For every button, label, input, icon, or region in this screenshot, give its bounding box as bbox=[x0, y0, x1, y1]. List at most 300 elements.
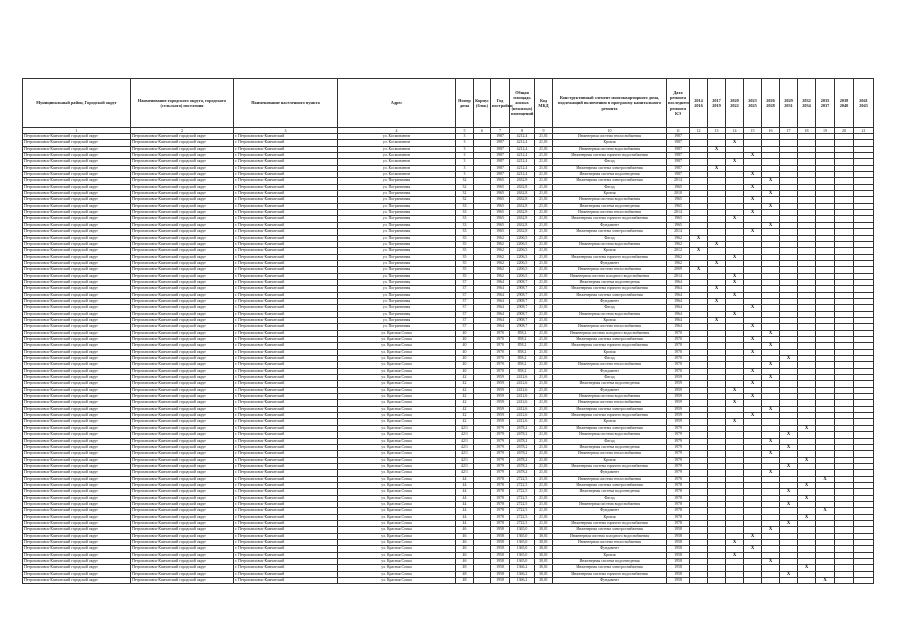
locality-cell: г. Петропавловск-Камчатский bbox=[234, 356, 338, 362]
address-cell: ул. Космонавтов bbox=[338, 172, 456, 178]
build-year-cell: 1965 bbox=[491, 191, 510, 197]
last-repair-cell: 1979 bbox=[667, 444, 690, 450]
house-number-cell: 37 bbox=[456, 317, 474, 323]
locality-cell: г. Петропавловск-Камчатский bbox=[234, 451, 338, 457]
locality-cell: г. Петропавловск-Камчатский bbox=[234, 134, 338, 140]
mkd-code-cell: 21,01 bbox=[535, 438, 553, 444]
last-repair-cell: 1965 bbox=[667, 216, 690, 222]
settlement-cell: Петропавловск-Камчатский городской округ bbox=[131, 451, 234, 457]
table-body bbox=[23, 134, 874, 584]
district-cell: Петропавловск-Камчатский городской округ bbox=[23, 197, 131, 203]
house-number-cell: 3 bbox=[456, 172, 474, 178]
period-cell: X bbox=[726, 400, 744, 406]
period-cell: X bbox=[780, 489, 798, 495]
build-year-cell: 1964 bbox=[491, 305, 510, 311]
address-cell: ул. Красная Сопка bbox=[338, 343, 456, 349]
house-number-cell: 46 bbox=[456, 559, 474, 565]
column-header: Год постройки bbox=[491, 79, 510, 128]
settlement-cell: Петропавловск-Камчатский городской округ bbox=[131, 400, 234, 406]
address-cell: ул. Красная Сопка bbox=[338, 527, 456, 533]
area-cell: 2722,5 bbox=[510, 501, 535, 507]
mkd-code-cell: 30,01 bbox=[535, 546, 553, 552]
build-year-cell: 1959 bbox=[491, 394, 510, 400]
settlement-cell: Петропавловск-Камчатский городской округ bbox=[131, 470, 234, 476]
district-cell: Петропавловск-Камчатский городской округ bbox=[23, 457, 131, 463]
locality-cell: г. Петропавловск-Камчатский bbox=[234, 229, 338, 235]
last-repair-cell: 1962 bbox=[667, 235, 690, 241]
column-header: Номер дома bbox=[456, 79, 474, 128]
area-cell: 1365,0 bbox=[510, 552, 535, 558]
mkd-code-cell: 21,01 bbox=[535, 235, 553, 241]
address-cell: ул. Красная Сопка bbox=[338, 495, 456, 501]
period-cell: X bbox=[744, 533, 762, 539]
structural-element-cell: Фундамент bbox=[553, 387, 667, 393]
period-cell: X bbox=[726, 552, 744, 558]
period-cell: X bbox=[708, 146, 726, 152]
build-year-cell: 1962 bbox=[491, 235, 510, 241]
area-cell: 2722,5 bbox=[510, 489, 535, 495]
locality-cell: г. Петропавловск-Камчатский bbox=[234, 203, 338, 209]
locality-cell: г. Петропавловск-Камчатский bbox=[234, 413, 338, 419]
settlement-cell: Петропавловск-Камчатский городской округ bbox=[131, 140, 234, 146]
locality-cell: г. Петропавловск-Камчатский bbox=[234, 527, 338, 533]
locality-cell: г. Петропавловск-Камчатский bbox=[234, 362, 338, 368]
mkd-code-cell: 21,01 bbox=[535, 254, 553, 260]
last-repair-cell: 1958 bbox=[667, 527, 690, 533]
area-cell: 2412,6 bbox=[510, 387, 535, 393]
structural-element-cell: Инженерная система электроснабжения bbox=[553, 229, 667, 235]
mkd-code-cell: 21,01 bbox=[535, 457, 553, 463]
column-header: 2023 2025 bbox=[744, 79, 762, 128]
locality-cell: г. Петропавловск-Камчатский bbox=[234, 343, 338, 349]
house-number-cell: 48 bbox=[456, 565, 474, 571]
mkd-code-cell: 21,01 bbox=[535, 203, 553, 209]
locality-cell: г. Петропавловск-Камчатский bbox=[234, 508, 338, 514]
area-cell: 2412,6 bbox=[510, 394, 535, 400]
mkd-code-cell: 21,01 bbox=[535, 368, 553, 374]
house-number-cell: 35 bbox=[456, 260, 474, 266]
mkd-code-cell: 21,01 bbox=[535, 349, 553, 355]
address-cell: ул. Красная Сопка bbox=[338, 375, 456, 381]
address-cell: ул. Пограничная bbox=[338, 222, 456, 228]
area-cell: 2908,7 bbox=[510, 286, 535, 292]
structural-element-cell: Фундамент bbox=[553, 508, 667, 514]
district-cell: Петропавловск-Камчатский городской округ bbox=[23, 438, 131, 444]
structural-element-cell: Фасад bbox=[553, 375, 667, 381]
mkd-code-cell: 21,01 bbox=[535, 248, 553, 254]
district-cell: Петропавловск-Камчатский городской округ bbox=[23, 362, 131, 368]
address-cell: ул. Красная Сопка bbox=[338, 533, 456, 539]
locality-cell: г. Петропавловск-Камчатский bbox=[234, 317, 338, 323]
address-cell: ул. Красная Сопка bbox=[338, 489, 456, 495]
mkd-code-cell: 21,01 bbox=[535, 153, 553, 159]
district-cell: Петропавловск-Камчатский городской округ bbox=[23, 387, 131, 393]
locality-cell: г. Петропавловск-Камчатский bbox=[234, 298, 338, 304]
house-number-cell: 33 bbox=[456, 210, 474, 216]
house-number-cell: 42/1 bbox=[456, 444, 474, 450]
build-year-cell: 1964 bbox=[491, 324, 510, 330]
district-cell: Петропавловск-Камчатский городской округ bbox=[23, 451, 131, 457]
address-cell: ул. Пограничная bbox=[338, 260, 456, 266]
mkd-code-cell: 21,01 bbox=[535, 495, 553, 501]
locality-cell: г. Петропавловск-Камчатский bbox=[234, 254, 338, 260]
structural-element-cell: Инженерная система теплоснабжения bbox=[553, 540, 667, 546]
last-repair-cell: 1978 bbox=[667, 520, 690, 526]
address-cell: ул. Красная Сопка bbox=[338, 508, 456, 514]
period-cell: X bbox=[744, 305, 762, 311]
district-cell: Петропавловск-Камчатский городской округ bbox=[23, 413, 131, 419]
district-cell: Петропавловск-Камчатский городской округ bbox=[23, 343, 131, 349]
mkd-code-cell: 21,01 bbox=[535, 381, 553, 387]
house-number-cell: 3 bbox=[456, 159, 474, 165]
house-number-cell: 44 bbox=[456, 482, 474, 488]
address-cell: ул. Пограничная bbox=[338, 292, 456, 298]
settlement-cell: Петропавловск-Камчатский городской округ bbox=[131, 305, 234, 311]
structural-element-cell: Инженерная система горячего водоснабжения bbox=[553, 216, 667, 222]
area-cell: 2632,8 bbox=[510, 216, 535, 222]
locality-cell: г. Петропавловск-Камчатский bbox=[234, 292, 338, 298]
address-cell: ул. Красная Сопка bbox=[338, 444, 456, 450]
column-number: 4 bbox=[338, 128, 456, 134]
mkd-code-cell: 21,01 bbox=[535, 210, 553, 216]
settlement-cell: Петропавловск-Камчатский городской округ bbox=[131, 457, 234, 463]
address-cell: ул. Красная Сопка bbox=[338, 381, 456, 387]
column-header: 2041 2043 bbox=[854, 79, 874, 128]
column-header: 2032 2034 bbox=[798, 79, 816, 128]
last-repair-cell: 1987 bbox=[667, 140, 690, 146]
address-cell: ул. Красная Сопка bbox=[338, 330, 456, 336]
house-number-cell: 44 bbox=[456, 501, 474, 507]
last-repair-cell: 1978 bbox=[667, 514, 690, 520]
column-header: Адрес bbox=[338, 79, 456, 128]
period-cell: X bbox=[726, 159, 744, 165]
address-cell: ул. Красная Сопка bbox=[338, 349, 456, 355]
build-year-cell: 1979 bbox=[491, 432, 510, 438]
last-repair-cell: 1958 bbox=[667, 552, 690, 558]
settlement-cell: Петропавловск-Камчатский городской округ bbox=[131, 254, 234, 260]
last-repair-cell: 1962 bbox=[667, 260, 690, 266]
district-cell: Петропавловск-Камчатский городской округ bbox=[23, 191, 131, 197]
settlement-cell: Петропавловск-Камчатский городской округ bbox=[131, 546, 234, 552]
build-year-cell: 1987 bbox=[491, 134, 510, 140]
mkd-code-cell: 21,01 bbox=[535, 337, 553, 343]
settlement-cell: Петропавловск-Камчатский городской округ bbox=[131, 134, 234, 140]
build-year-cell: 1978 bbox=[491, 520, 510, 526]
house-number-cell: 46 bbox=[456, 533, 474, 539]
period-cell: X bbox=[816, 508, 835, 514]
address-cell: ул. Красная Сопка bbox=[338, 463, 456, 469]
house-number-cell: 46 bbox=[456, 527, 474, 533]
district-cell: Петропавловск-Камчатский городской округ bbox=[23, 254, 131, 260]
settlement-cell: Петропавловск-Камчатский городской округ bbox=[131, 317, 234, 323]
area-cell: 2412,6 bbox=[510, 375, 535, 381]
house-number-cell: 32 bbox=[456, 184, 474, 190]
house-number-cell: 42 bbox=[456, 387, 474, 393]
area-cell: 2908,7 bbox=[510, 324, 535, 330]
mkd-code-cell: 21,01 bbox=[535, 324, 553, 330]
district-cell: Петропавловск-Камчатский городской округ bbox=[23, 324, 131, 330]
locality-cell: г. Петропавловск-Камчатский bbox=[234, 368, 338, 374]
structural-element-cell: Фасад bbox=[553, 235, 667, 241]
district-cell: Петропавловск-Камчатский городской округ bbox=[23, 552, 131, 558]
build-year-cell: 1964 bbox=[491, 279, 510, 285]
settlement-cell: Петропавловск-Камчатский городской округ bbox=[131, 432, 234, 438]
locality-cell: г. Петропавловск-Камчатский bbox=[234, 419, 338, 425]
district-cell: Петропавловск-Камчатский городской округ bbox=[23, 140, 131, 146]
settlement-cell: Петропавловск-Камчатский городской округ bbox=[131, 203, 234, 209]
address-cell: ул. Пограничная bbox=[338, 235, 456, 241]
build-year-cell: 1964 bbox=[491, 292, 510, 298]
area-cell: 858,2 bbox=[510, 337, 535, 343]
period-cell: X bbox=[780, 463, 798, 469]
build-year-cell: 1958 bbox=[491, 578, 510, 584]
build-year-cell: 1958 bbox=[491, 565, 510, 571]
structural-element-cell: Инженерная система водоснабжения bbox=[553, 394, 667, 400]
area-cell: 1366,2 bbox=[510, 571, 535, 577]
mkd-code-cell: 21,01 bbox=[535, 241, 553, 247]
house-number-cell: 33 bbox=[456, 222, 474, 228]
period-cell: X bbox=[708, 317, 726, 323]
locality-cell: г. Петропавловск-Камчатский bbox=[234, 216, 338, 222]
area-cell: 2722,5 bbox=[510, 482, 535, 488]
structural-element-cell: Инженерная система водоснабжения bbox=[553, 146, 667, 152]
last-repair-cell: 1979 bbox=[667, 438, 690, 444]
house-number-cell: 44 bbox=[456, 520, 474, 526]
area-cell: 2722,5 bbox=[510, 495, 535, 501]
address-cell: ул. Красная Сопка bbox=[338, 368, 456, 374]
mkd-code-cell: 21,01 bbox=[535, 387, 553, 393]
column-header: 2038 2040 bbox=[835, 79, 854, 128]
period-cell: X bbox=[780, 444, 798, 450]
locality-cell: г. Петропавловск-Камчатский bbox=[234, 248, 338, 254]
house-number-cell: 35 bbox=[456, 254, 474, 260]
column-header: Код МКД bbox=[535, 79, 553, 128]
settlement-cell: Петропавловск-Камчатский городской округ bbox=[131, 178, 234, 184]
period-cell: X bbox=[762, 527, 780, 533]
area-cell: 4212,4 bbox=[510, 140, 535, 146]
house-number-cell: 37 bbox=[456, 324, 474, 330]
district-cell: Петропавловск-Камчатский городской округ bbox=[23, 216, 131, 222]
structural-element-cell: Инженерная система водоотведения bbox=[553, 172, 667, 178]
locality-cell: г. Петропавловск-Камчатский bbox=[234, 387, 338, 393]
period-cell: X bbox=[708, 165, 726, 171]
build-year-cell: 1958 bbox=[491, 527, 510, 533]
mkd-code-cell: 21,01 bbox=[535, 140, 553, 146]
settlement-cell: Петропавловск-Камчатский городской округ bbox=[131, 482, 234, 488]
address-cell: ул. Пограничная bbox=[338, 241, 456, 247]
column-number: 7 bbox=[491, 128, 510, 134]
structural-element-cell: Фундамент bbox=[553, 578, 667, 584]
period-cell: X bbox=[762, 191, 780, 197]
area-cell: 858,2 bbox=[510, 368, 535, 374]
header-row bbox=[23, 79, 874, 128]
district-cell: Петропавловск-Камчатский городской округ bbox=[23, 444, 131, 450]
settlement-cell: Петропавловск-Камчатский городской округ bbox=[131, 527, 234, 533]
settlement-cell: Петропавловск-Камчатский городской округ bbox=[131, 222, 234, 228]
capital-repair-program-sheet bbox=[22, 78, 868, 584]
mkd-code-cell: 21,01 bbox=[535, 394, 553, 400]
settlement-cell: Петропавловск-Камчатский городской округ bbox=[131, 229, 234, 235]
settlement-cell: Петропавловск-Камчатский городской округ bbox=[131, 540, 234, 546]
settlement-cell: Петропавловск-Камчатский городской округ bbox=[131, 520, 234, 526]
build-year-cell: 1987 bbox=[491, 146, 510, 152]
district-cell: Петропавловск-Камчатский городской округ bbox=[23, 165, 131, 171]
address-cell: ул. Пограничная bbox=[338, 254, 456, 260]
column-header: Муниципальный район, Городской округ bbox=[23, 79, 131, 128]
period-cell: X bbox=[762, 178, 780, 184]
area-cell: 1366,2 bbox=[510, 565, 535, 571]
column-header: Наименование населенного пункта bbox=[234, 79, 338, 128]
area-cell: 2206,5 bbox=[510, 248, 535, 254]
period-cell: X bbox=[744, 413, 762, 419]
structural-element-cell: Инженерная система горячего водоснабжения bbox=[553, 343, 667, 349]
address-cell: ул. Красная Сопка bbox=[338, 457, 456, 463]
locality-cell: г. Петропавловск-Камчатский bbox=[234, 153, 338, 159]
period-cell bbox=[835, 578, 854, 584]
period-cell: X bbox=[708, 260, 726, 266]
area-cell: 2412,6 bbox=[510, 400, 535, 406]
district-cell: Петропавловск-Камчатский городской округ bbox=[23, 571, 131, 577]
build-year-cell: 1962 bbox=[491, 248, 510, 254]
locality-cell: г. Петропавловск-Камчатский bbox=[234, 140, 338, 146]
settlement-cell: Петропавловск-Камчатский городской округ bbox=[131, 419, 234, 425]
structural-element-cell: Инженерная система теплоснабжения bbox=[553, 267, 667, 273]
column-number: 14 bbox=[726, 128, 744, 134]
period-cell: X bbox=[816, 476, 835, 482]
address-cell: ул. Красная Сопка bbox=[338, 406, 456, 412]
build-year-cell: 1970 bbox=[491, 368, 510, 374]
last-repair-cell: 1964 bbox=[667, 286, 690, 292]
district-cell: Петропавловск-Камчатский городской округ bbox=[23, 559, 131, 565]
house-number-cell: 3 bbox=[456, 165, 474, 171]
build-year-cell: 1959 bbox=[491, 375, 510, 381]
settlement-cell: Петропавловск-Камчатский городской округ bbox=[131, 298, 234, 304]
mkd-code-cell: 21,01 bbox=[535, 451, 553, 457]
period-cell: X bbox=[762, 362, 780, 368]
locality-cell: г. Петропавловск-Камчатский bbox=[234, 324, 338, 330]
area-cell: 2206,5 bbox=[510, 235, 535, 241]
area-cell: 2632,8 bbox=[510, 229, 535, 235]
house-number-cell: 32 bbox=[456, 197, 474, 203]
mkd-code-cell: 21,01 bbox=[535, 172, 553, 178]
structural-element-cell: Инженерная система теплоснабжения bbox=[553, 210, 667, 216]
last-repair-cell: 1970 bbox=[667, 337, 690, 343]
district-cell: Петропавловск-Камчатский городской округ bbox=[23, 400, 131, 406]
last-repair-cell: 1959 bbox=[667, 375, 690, 381]
mkd-code-cell: 21,01 bbox=[535, 330, 553, 336]
area-cell: 4212,4 bbox=[510, 165, 535, 171]
mkd-code-cell: 21,01 bbox=[535, 343, 553, 349]
column-number: 18 bbox=[798, 128, 816, 134]
area-cell: 2908,7 bbox=[510, 317, 535, 323]
area-cell: 2412,6 bbox=[510, 413, 535, 419]
locality-cell: г. Петропавловск-Камчатский bbox=[234, 311, 338, 317]
structural-element-cell: Фундамент bbox=[553, 470, 667, 476]
address-cell: ул. Красная Сопка bbox=[338, 356, 456, 362]
structural-element-cell: Инженерная система водоотведения bbox=[553, 559, 667, 565]
address-cell: ул. Пограничная bbox=[338, 191, 456, 197]
locality-cell: г. Петропавловск-Камчатский bbox=[234, 559, 338, 565]
mkd-code-cell: 21,01 bbox=[535, 286, 553, 292]
address-cell: ул. Красная Сопка bbox=[338, 419, 456, 425]
district-cell: Петропавловск-Камчатский городской округ bbox=[23, 546, 131, 552]
build-year-cell: 1962 bbox=[491, 241, 510, 247]
house-number-cell: 46 bbox=[456, 540, 474, 546]
last-repair-cell: 1987 bbox=[667, 165, 690, 171]
mkd-code-cell: 21,01 bbox=[535, 356, 553, 362]
period-cell: X bbox=[726, 540, 744, 546]
locality-cell: г. Петропавловск-Камчатский bbox=[234, 438, 338, 444]
district-cell: Петропавловск-Камчатский городской округ bbox=[23, 406, 131, 412]
address-cell: ул. Красная Сопка bbox=[338, 362, 456, 368]
settlement-cell: Петропавловск-Камчатский городской округ bbox=[131, 375, 234, 381]
last-repair-cell: 1987 bbox=[667, 134, 690, 140]
mkd-code-cell: 21,01 bbox=[535, 159, 553, 165]
build-year-cell: 1965 bbox=[491, 203, 510, 209]
area-cell: 2632,8 bbox=[510, 222, 535, 228]
mkd-code-cell: 21,01 bbox=[535, 501, 553, 507]
locality-cell: г. Петропавловск-Камчатский bbox=[234, 241, 338, 247]
mkd-code-cell: 21,01 bbox=[535, 514, 553, 520]
last-repair-cell: 1958 bbox=[667, 565, 690, 571]
house-number-cell: 46 bbox=[456, 546, 474, 552]
area-cell: 2412,6 bbox=[510, 381, 535, 387]
period-cell: X bbox=[744, 368, 762, 374]
settlement-cell: Петропавловск-Камчатский городской округ bbox=[131, 508, 234, 514]
area-cell: 2678,2 bbox=[510, 444, 535, 450]
structural-element-cell: Инженерная система электроснабжения bbox=[553, 165, 667, 171]
locality-cell: г. Петропавловск-Камчатский bbox=[234, 578, 338, 584]
settlement-cell: Петропавловск-Камчатский городской округ bbox=[131, 337, 234, 343]
mkd-code-cell: 21,01 bbox=[535, 311, 553, 317]
mkd-code-cell: 30,01 bbox=[535, 540, 553, 546]
address-cell: ул. Пограничная bbox=[338, 298, 456, 304]
district-cell: Петропавловск-Камчатский городской округ bbox=[23, 203, 131, 209]
district-cell: Петропавловск-Камчатский городской округ bbox=[23, 482, 131, 488]
address-cell: ул. Пограничная bbox=[338, 248, 456, 254]
house-number-cell: 37 bbox=[456, 279, 474, 285]
house-number-cell: 32 bbox=[456, 178, 474, 184]
district-cell: Петропавловск-Камчатский городской округ bbox=[23, 508, 131, 514]
address-cell: ул. Космонавтов bbox=[338, 159, 456, 165]
build-year-cell: 1959 bbox=[491, 387, 510, 393]
mkd-code-cell: 21,01 bbox=[535, 267, 553, 273]
mkd-code-cell: 21,01 bbox=[535, 432, 553, 438]
build-year-cell: 1979 bbox=[491, 425, 510, 431]
build-year-cell: 1959 bbox=[491, 400, 510, 406]
locality-cell: г. Петропавловск-Камчатский bbox=[234, 533, 338, 539]
structural-element-cell: Инженерная система водоснабжения bbox=[553, 311, 667, 317]
structural-element-cell: Инженерная система холодного водоснабжения bbox=[553, 330, 667, 336]
build-year-cell: 1979 bbox=[491, 463, 510, 469]
last-repair-cell: 1987 bbox=[667, 172, 690, 178]
structural-element-cell: Инженерная система горячего водоснабжения bbox=[553, 254, 667, 260]
column-header: 2029 2031 bbox=[780, 79, 798, 128]
house-number-cell: 42/1 bbox=[456, 425, 474, 431]
address-cell: ул. Красная Сопка bbox=[338, 501, 456, 507]
period-cell: X bbox=[744, 381, 762, 387]
district-cell: Петропавловск-Камчатский городской округ bbox=[23, 394, 131, 400]
structural-element-cell: Инженерная система теплоснабжения bbox=[553, 476, 667, 482]
structural-element-cell: Инженерная система горячего водоснабжения bbox=[553, 153, 667, 159]
district-cell: Петропавловск-Камчатский городской округ bbox=[23, 514, 131, 520]
build-year-cell: 1978 bbox=[491, 476, 510, 482]
period-cell: X bbox=[762, 343, 780, 349]
column-header: Корпус (блок) bbox=[474, 79, 491, 128]
period-cell: X bbox=[798, 565, 816, 571]
column-number: 5 bbox=[456, 128, 474, 134]
locality-cell: г. Петропавловск-Камчатский bbox=[234, 159, 338, 165]
